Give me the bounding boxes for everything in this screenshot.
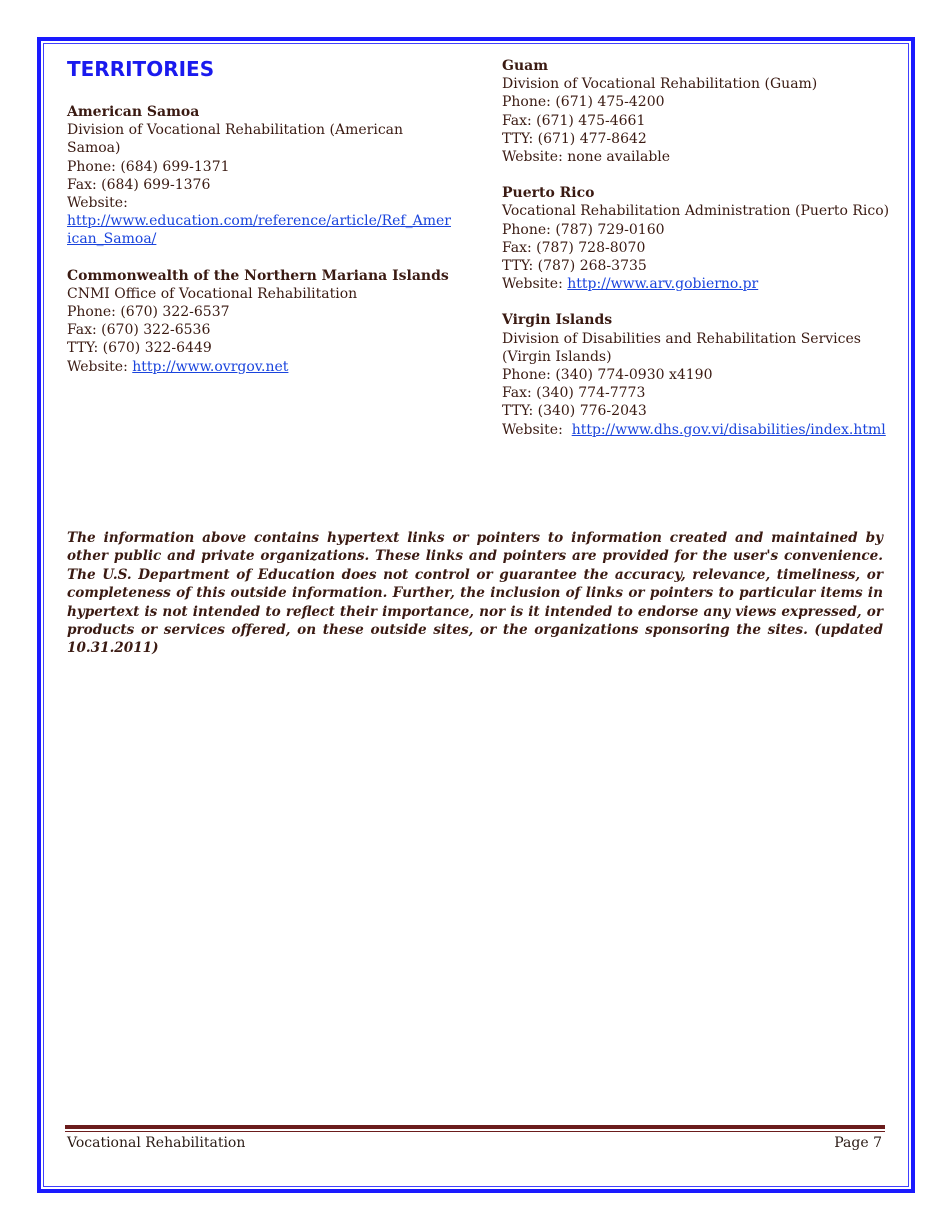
entry-website [502, 275, 892, 293]
website-link-american-samoa[interactable]: http://www.education.com/reference/article/Ref_American_Samoa/ [67, 213, 451, 248]
entry-fax: Fax: (787) 728-8070 [502, 239, 646, 256]
entry-phone: Phone: (670) 322-6537 [67, 304, 230, 321]
left-column [67, 57, 452, 394]
entry-tty: TTY: (671) 477-8642 [502, 130, 647, 147]
disclaimer-text: The information above contains hypertext links or pointers to information created and maintained by other public and private organizations. These links and pointers are provided for the user's convenience. The U.S. Department of Education does not control or guarantee the accuracy, relevance, timeliness, or completeness of this outside information. Further, the inclusion of links or pointers to particular items in hypertext is not intended to reflect their importance, nor is it intended to endorse any views expressed, or products or services offered, on these outside sites, or the organizations sponsoring the sites. (updated 10.31.2011) [67, 530, 883, 657]
entry-name: American Samoa [67, 104, 200, 120]
entry-agency: Vocational Rehabilitation Administration (Puerto Rico) [502, 203, 890, 220]
entry-phone: Phone: (787) 729-0160 [502, 221, 665, 238]
entry-fax: Fax: (671) 475-4661 [502, 112, 646, 129]
entry-agency: CNMI Office of Vocational Rehabilitation [67, 285, 358, 302]
website-link-cnmi[interactable]: http://www.ovrgov.net [132, 358, 289, 375]
footer-document-title: Vocational Rehabilitation [67, 1135, 246, 1151]
website-link-puerto-rico[interactable]: http://www.arv.gobierno.pr [567, 276, 759, 293]
entry-cnmi [67, 267, 452, 376]
entry-tty: TTY: (340) 776-2043 [502, 403, 647, 420]
entry-name: Virgin Islands [502, 312, 613, 329]
entry-agency: Division of Vocational Rehabilitation (Guam) [502, 76, 818, 93]
right-column [502, 57, 892, 457]
entry-tty: TTY: (787) 268-3735 [502, 258, 647, 275]
entry-american-samoa [67, 103, 452, 249]
entry-website-label: Website: [67, 358, 128, 375]
entry-website: Website: none available [502, 149, 671, 166]
section-title: TERRITORIES [67, 57, 215, 81]
footer-rule [65, 1125, 885, 1129]
entry-agency: Division of Disabilities and Rehabilitation Services (Virgin Islands) [502, 330, 861, 365]
entry-website [67, 358, 452, 376]
entry-agency: Division of Vocational Rehabilitation (American Samoa) [67, 122, 404, 157]
entry-name: Guam [502, 58, 549, 74]
entry-phone: Phone: (684) 699-1371 [67, 158, 230, 175]
entry-fax: Fax: (340) 774-7773 [502, 385, 646, 402]
entry-website [502, 421, 892, 439]
entry-puerto-rico [502, 184, 892, 293]
entry-tty: TTY: (670) 322-6449 [67, 340, 212, 357]
entry-fax: Fax: (670) 322-6536 [67, 322, 211, 339]
footer-rule-thin [65, 1131, 885, 1132]
footer-page-number: Page 7 [834, 1135, 882, 1151]
entry-name: Puerto Rico [502, 185, 595, 202]
entry-fax: Fax: (684) 699-1376 [67, 176, 211, 193]
entry-phone: Phone: (671) 475-4200 [502, 94, 665, 111]
entry-name: Commonwealth of the Northern Mariana Islands [67, 267, 449, 284]
entry-virgin-islands [502, 311, 892, 438]
entry-website-label: Website: [67, 195, 128, 212]
entry-website-label: Website: [502, 421, 563, 438]
website-link-virgin-islands[interactable]: http://www.dhs.gov.vi/disabilities/index.html [571, 421, 886, 438]
entry-phone: Phone: (340) 774-0930 x4190 [502, 367, 713, 384]
entry-website-label: Website: [502, 276, 563, 293]
entry-guam [502, 57, 892, 166]
